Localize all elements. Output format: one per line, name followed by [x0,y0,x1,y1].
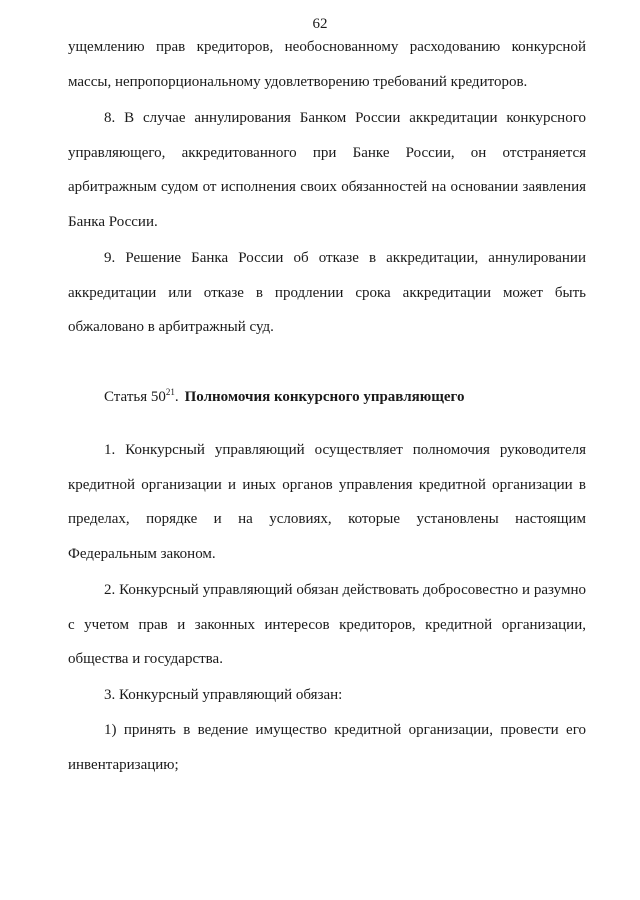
paragraph-continuation: ущемлению прав кредиторов, необоснованному расходованию конкурсной массы, непропорциональному удовлетворению требований кредиторов. [68,39,586,90]
article-superscript: 21 [165,387,175,397]
article-title: Полномочия конкурсного управляющего [184,389,465,405]
article-number-dot: . [174,389,179,405]
article-paragraph-1: 1. Конкурсный управляющий осуществляет полномочия руководителя кредитной организации и иных органов управления кредитной организации в пределах, порядке и на условиях, которые установлены настоящим Федеральным законом. [68,442,586,562]
article-paragraph-3: 3. Конкурсный управляющий обязан: [104,687,343,703]
article-heading [104,380,464,415]
paragraph-9: 9. Решение Банка России об отказе в аккредитации, аннулировании аккредитации или отказе в продлении срока аккредитации может быть обжаловано в арбитражный суд. [68,250,586,335]
paragraph-8: 8. В случае аннулирования Банком России аккредитации конкурсного управляющего, аккредитованного при Банке России, он отстраняется арбитражным судом от исполнения своих обязанностей на основании заявления Банка России. [68,110,586,230]
article-paragraph-3-item-1: 1) принять в ведение имущество кредитной организации, провести его инвентаризацию; [68,722,586,773]
article-number: Статья 50 [104,389,166,405]
page-number: 62 [312,16,328,32]
article-paragraph-2: 2. Конкурсный управляющий обязан действовать добросовестно и разумно с учетом прав и законных интересов кредиторов, кредитной организации, общества и государства. [68,582,586,667]
